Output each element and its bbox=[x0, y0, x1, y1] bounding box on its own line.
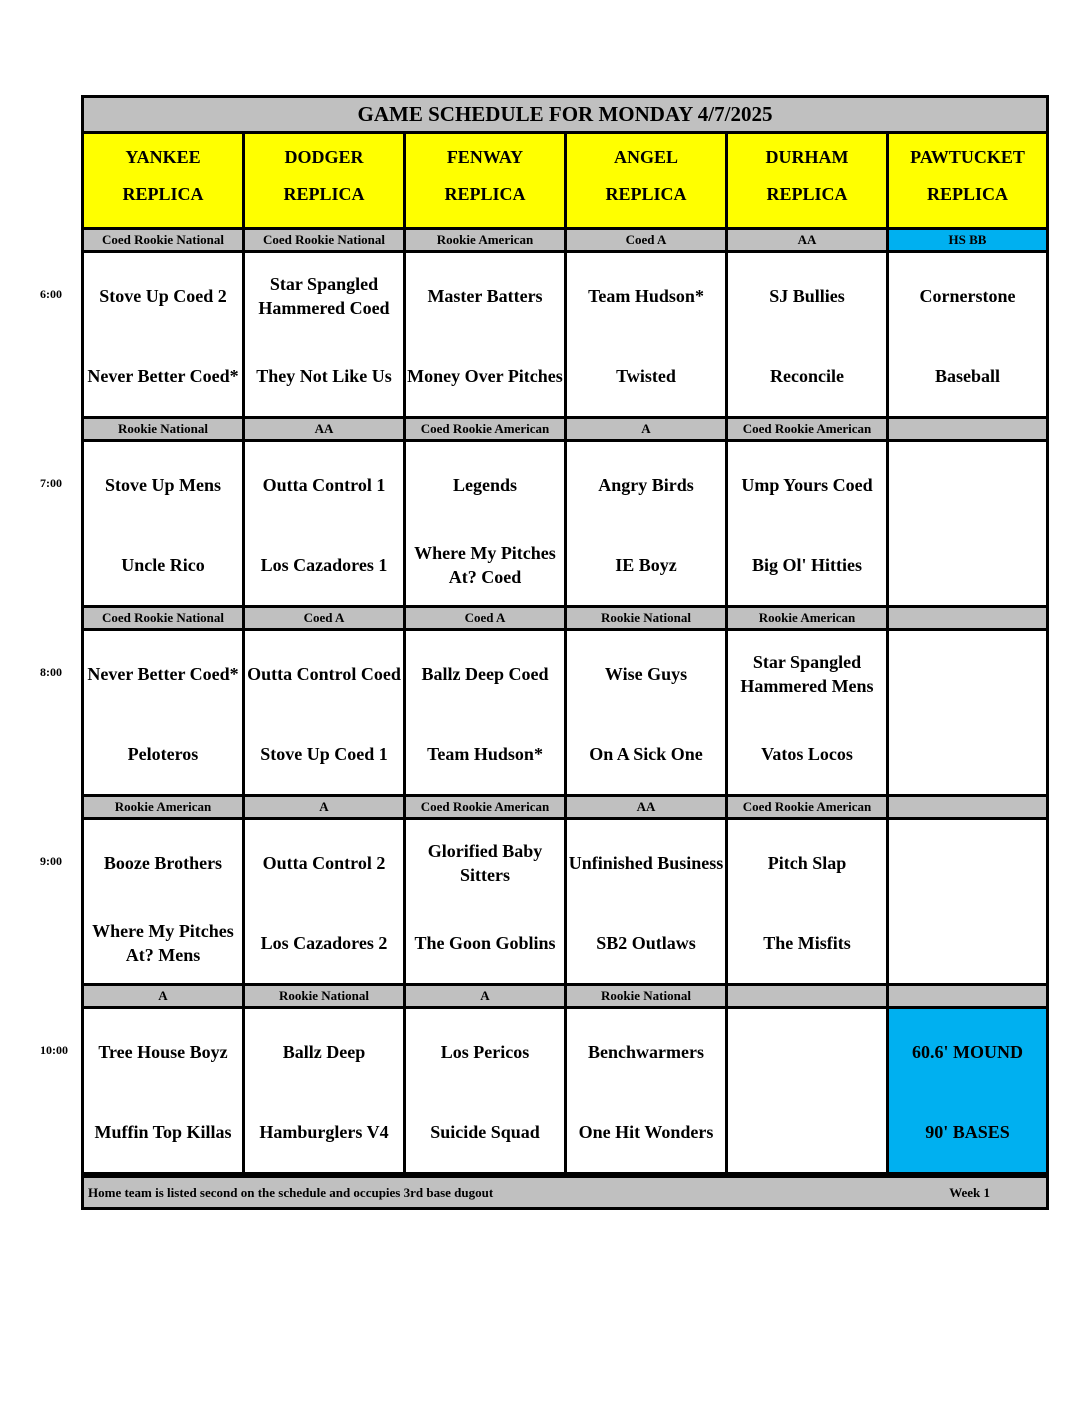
game-cell bbox=[889, 631, 1046, 794]
home-team: On A Sick One bbox=[589, 744, 703, 764]
away-team: Booze Brothers bbox=[103, 853, 223, 873]
division-label: Rookie American bbox=[728, 608, 886, 628]
game-cell bbox=[245, 820, 403, 983]
field-name: YANKEE bbox=[125, 147, 201, 167]
week-label: Week 1 bbox=[949, 1184, 990, 1200]
game-cell bbox=[889, 253, 1046, 416]
home-team: Suicide Squad bbox=[430, 1122, 540, 1142]
field-subtitle: REPLICA bbox=[444, 184, 526, 204]
away-team: Ballz Deep bbox=[282, 1042, 366, 1062]
field-name: FENWAY bbox=[446, 147, 524, 167]
away-team: Legends bbox=[452, 475, 517, 495]
division-label: Coed Rookie American bbox=[406, 419, 564, 439]
game-cell bbox=[406, 820, 564, 983]
field-name: PAWTUCKET bbox=[910, 147, 1025, 167]
away-team: Master Batters bbox=[427, 286, 543, 306]
away-team: Stove Up Coed 2 bbox=[99, 286, 227, 306]
game-cell bbox=[567, 442, 725, 605]
home-team: The Misfits bbox=[763, 933, 851, 953]
away-team: Benchwarmers bbox=[588, 1042, 704, 1062]
away-team: Stove Up Mens bbox=[105, 475, 221, 495]
division-label: AA bbox=[567, 797, 725, 817]
away-team bbox=[889, 450, 1046, 520]
away-team: Never Better Coed* bbox=[87, 664, 239, 684]
division-label: Rookie National bbox=[567, 608, 725, 628]
time-label: 9:00 bbox=[40, 854, 62, 868]
home-team: Vatos Locos bbox=[761, 744, 853, 764]
mound-distance: 60.6' MOUND bbox=[912, 1042, 1023, 1062]
field-name: DODGER bbox=[284, 147, 364, 167]
division-label: Rookie American bbox=[84, 797, 242, 817]
away-team: Angry Birds bbox=[598, 475, 694, 495]
division-label: Coed A bbox=[567, 230, 725, 250]
division-label bbox=[728, 986, 886, 1006]
division-label: Coed Rookie American bbox=[406, 797, 564, 817]
division-label: Coed Rookie American bbox=[728, 797, 886, 817]
game-cell bbox=[406, 1009, 564, 1172]
home-team: Los Cazadores 2 bbox=[260, 933, 388, 953]
game-cell bbox=[889, 442, 1046, 605]
footer-bar bbox=[84, 1178, 1046, 1207]
home-team bbox=[889, 530, 1046, 600]
home-team: They Not Like Us bbox=[256, 366, 392, 386]
field-header bbox=[406, 134, 564, 227]
division-label: Coed Rookie National bbox=[245, 230, 403, 250]
away-team: Team Hudson* bbox=[588, 286, 704, 306]
division-label: A bbox=[406, 986, 564, 1006]
away-team bbox=[889, 639, 1046, 709]
game-cell bbox=[728, 253, 886, 416]
away-team: Los Pericos bbox=[440, 1042, 530, 1062]
home-team: Team Hudson* bbox=[427, 744, 543, 764]
home-team: Baseball bbox=[934, 366, 1000, 386]
division-label: AA bbox=[245, 419, 403, 439]
game-cell bbox=[84, 253, 242, 416]
game-cell bbox=[889, 820, 1046, 983]
field-spec-cell bbox=[889, 1009, 1046, 1172]
division-label: AA bbox=[728, 230, 886, 250]
time-label: 8:00 bbox=[40, 665, 62, 679]
away-team: Outta Control 1 bbox=[262, 475, 386, 495]
home-team bbox=[728, 1097, 886, 1167]
base-distance: 90' BASES bbox=[925, 1122, 1010, 1142]
time-label: 6:00 bbox=[40, 287, 62, 301]
time-label: 10:00 bbox=[40, 1043, 68, 1057]
home-team: Los Cazadores 1 bbox=[260, 555, 388, 575]
home-team: Reconcile bbox=[770, 366, 844, 386]
away-team: Ballz Deep Coed bbox=[421, 664, 549, 684]
field-header bbox=[245, 134, 403, 227]
division-label: A bbox=[84, 986, 242, 1006]
game-cell bbox=[728, 442, 886, 605]
division-label: Coed Rookie American bbox=[728, 419, 886, 439]
game-cell bbox=[728, 820, 886, 983]
away-team: Wise Guys bbox=[604, 664, 688, 684]
home-team: Where My Pitches At? Coed bbox=[414, 543, 556, 587]
game-cell bbox=[84, 820, 242, 983]
game-cell bbox=[567, 1009, 725, 1172]
away-team bbox=[728, 1017, 886, 1087]
division-label: Rookie American bbox=[406, 230, 564, 250]
away-team: SJ Bullies bbox=[769, 286, 845, 306]
field-name: ANGEL bbox=[613, 147, 678, 167]
field-header bbox=[889, 134, 1046, 227]
game-cell bbox=[728, 1009, 886, 1172]
home-team: IE Boyz bbox=[615, 555, 677, 575]
away-team: Star Spangled Hammered Coed bbox=[258, 274, 390, 318]
division-label bbox=[889, 797, 1046, 817]
home-team: Big Ol' Hitties bbox=[752, 555, 862, 575]
field-subtitle: REPLICA bbox=[122, 184, 204, 204]
game-cell bbox=[406, 631, 564, 794]
division-label: Rookie National bbox=[245, 986, 403, 1006]
home-team: Where My Pitches At? Mens bbox=[92, 921, 234, 965]
field-name: DURHAM bbox=[765, 147, 849, 167]
field-subtitle: REPLICA bbox=[283, 184, 365, 204]
field-header bbox=[84, 134, 242, 227]
game-cell bbox=[567, 820, 725, 983]
division-label: Coed A bbox=[406, 608, 564, 628]
time-label: 7:00 bbox=[40, 476, 62, 490]
game-cell bbox=[84, 442, 242, 605]
away-team: Glorified Baby Sitters bbox=[427, 841, 543, 885]
home-team bbox=[889, 719, 1046, 789]
game-cell bbox=[406, 253, 564, 416]
game-cell bbox=[84, 1009, 242, 1172]
home-team: Stove Up Coed 1 bbox=[260, 744, 388, 764]
home-team: One Hit Wonders bbox=[578, 1122, 714, 1142]
away-team: Outta Control Coed bbox=[247, 664, 401, 684]
division-label bbox=[889, 608, 1046, 628]
field-subtitle: REPLICA bbox=[766, 184, 848, 204]
game-cell bbox=[245, 442, 403, 605]
home-team: Never Better Coed* bbox=[87, 366, 239, 386]
home-team: SB2 Outlaws bbox=[596, 933, 696, 953]
division-label: Coed Rookie National bbox=[84, 230, 242, 250]
home-team: Twisted bbox=[616, 366, 676, 386]
field-subtitle: REPLICA bbox=[605, 184, 687, 204]
away-team: Star Spangled Hammered Mens bbox=[740, 652, 874, 696]
game-cell bbox=[567, 253, 725, 416]
away-team: Cornerstone bbox=[919, 286, 1016, 306]
division-label: Coed Rookie National bbox=[84, 608, 242, 628]
game-cell bbox=[245, 631, 403, 794]
schedule-title: GAME SCHEDULE FOR MONDAY 4/7/2025 bbox=[84, 98, 1046, 131]
game-cell bbox=[406, 442, 564, 605]
field-subtitle: REPLICA bbox=[926, 184, 1008, 204]
field-header bbox=[728, 134, 886, 227]
home-team: Muffin Top Killas bbox=[94, 1122, 232, 1142]
away-team: Tree House Boyz bbox=[98, 1042, 228, 1062]
division-label: A bbox=[567, 419, 725, 439]
away-team: Pitch Slap bbox=[767, 853, 847, 873]
field-header bbox=[567, 134, 725, 227]
game-cell bbox=[728, 631, 886, 794]
home-team: Uncle Rico bbox=[121, 555, 205, 575]
division-label bbox=[889, 986, 1046, 1006]
division-label: Rookie National bbox=[84, 419, 242, 439]
division-label bbox=[889, 419, 1046, 439]
game-cell bbox=[567, 631, 725, 794]
home-team: Money Over Pitches bbox=[407, 366, 563, 386]
away-team: Ump Yours Coed bbox=[741, 475, 873, 495]
division-label: Coed A bbox=[245, 608, 403, 628]
home-team: Peloteros bbox=[127, 744, 199, 764]
home-team: The Goon Goblins bbox=[414, 933, 556, 953]
home-team bbox=[889, 908, 1046, 978]
division-label: A bbox=[245, 797, 403, 817]
away-team: Outta Control 2 bbox=[262, 853, 386, 873]
away-team: Unfinished Business bbox=[568, 853, 724, 873]
game-cell bbox=[245, 1009, 403, 1172]
schedule-table bbox=[81, 95, 1049, 1210]
game-cell bbox=[245, 253, 403, 416]
division-label: Rookie National bbox=[567, 986, 725, 1006]
home-team: Hamburglers V4 bbox=[259, 1122, 389, 1142]
division-label: HS BB bbox=[889, 230, 1046, 250]
away-team bbox=[889, 828, 1046, 898]
game-cell bbox=[84, 631, 242, 794]
footer-note: Home team is listed second on the schedule and occupies 3rd base dugout bbox=[88, 1184, 494, 1200]
